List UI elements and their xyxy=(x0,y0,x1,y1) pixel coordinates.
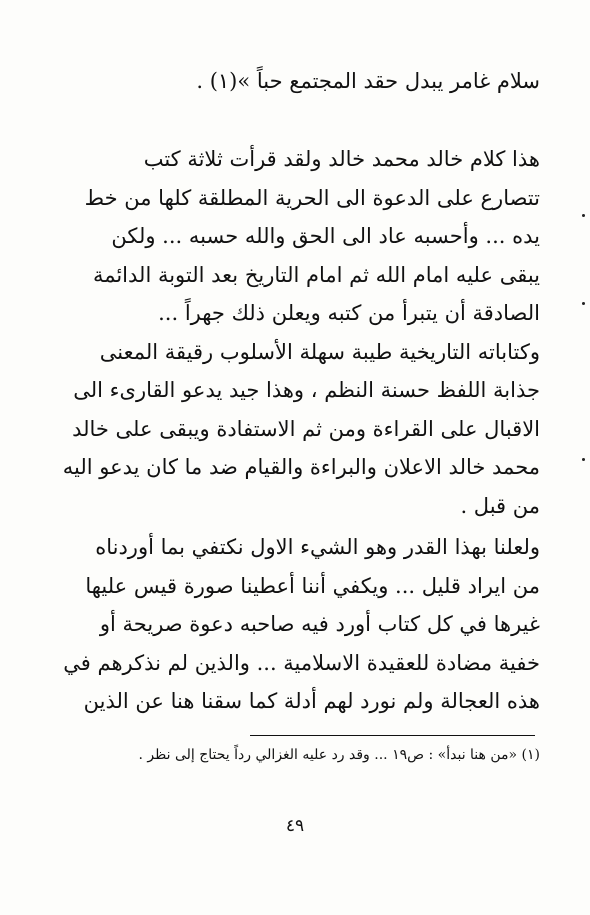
text-line: من ايراد قليل ... ويكفي أننا أعطينا صورة قيس عليها xyxy=(85,573,540,598)
text-line: الصادقة أن يتبرأ من كتبه ويعلن ذلك جهراً ... xyxy=(158,301,540,325)
text-line: هذه العجالة ولم نورد لهم أدلة كما سقنا هنا عن الذين xyxy=(83,689,540,713)
text-line: الاقبال على القراءة ومن ثم الاستفادة ويبقى على خالد xyxy=(72,416,540,441)
text-line: تتصارع على الدعوة الى الحرية المطلقة كلها من خط xyxy=(84,185,540,210)
margin-speck xyxy=(582,458,585,461)
paragraph-conclusion xyxy=(35,528,540,721)
text-line: من قبل . xyxy=(460,493,540,518)
text-line: يبقى عليه امام الله ثم امام التاريخ بعد التوبة الدائمة xyxy=(92,262,540,287)
text-line: محمد خالد الاعلان والبراءة والقيام ضد ما كان يدعو اليه xyxy=(62,455,540,479)
footnote-divider xyxy=(250,735,535,736)
text-line: خفية مضادة للعقيدة الاسلامية ... والذين لم نذكرهم في xyxy=(63,650,540,675)
margin-speck xyxy=(582,214,585,217)
text-line: سلام غامر يبدل حقد المجتمع حباً »(١) . xyxy=(196,69,540,93)
margin-speck xyxy=(582,302,585,305)
text-line: هذا كلام خالد محمد خالد ولقد قرأت ثلاثة كتب xyxy=(143,147,540,171)
text-line: يده ... وأحسبه عاد الى الحق والله حسبه ... ولكن xyxy=(111,224,540,248)
page-number: ٤٩ xyxy=(285,816,305,836)
text-line: غيرها في كل كتاب أورد فيه صاحبه دعوة صريحة أو xyxy=(99,612,540,636)
text-line: ولعلنا بهذا القدر وهو الشيء الاول نكتفي بما أوردناه xyxy=(95,535,540,559)
paragraph-khalid-critique xyxy=(35,140,540,525)
text-line: وكتاباته التاريخية طيبة سهلة الأسلوب رقيقة المعنى xyxy=(99,339,540,364)
footnote: (١) «من هنا نبدأ» : ص١٩ ... وقد رد عليه الغزالي رداً يحتاج إلى نظر . xyxy=(138,747,540,763)
paragraph-quote-end xyxy=(35,62,540,101)
text-line: جذابة اللفظ حسنة النظم ، وهذا جيد يدعو القارىء الى xyxy=(73,378,540,402)
